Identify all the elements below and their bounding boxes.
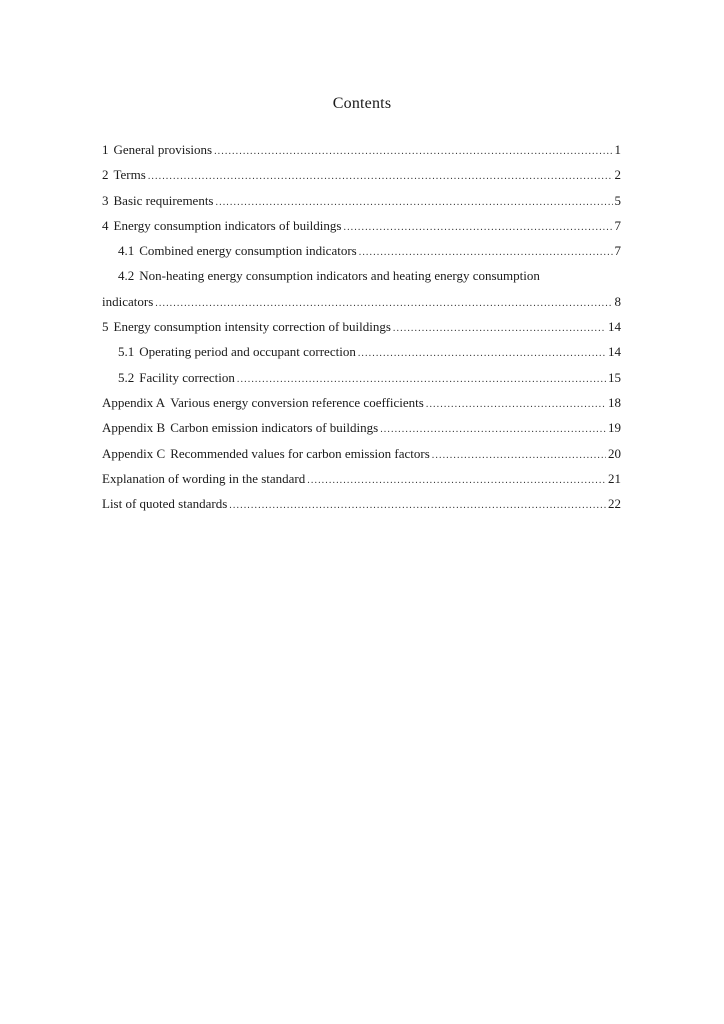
toc-entry-number: Appendix A <box>102 394 166 410</box>
toc-entry-title: Combined energy consumption indicators <box>139 243 357 259</box>
toc-entry[interactable] <box>102 441 621 466</box>
dot-leader <box>359 240 613 265</box>
dot-leader <box>393 316 606 341</box>
toc-entry-number: 3 <box>102 192 109 208</box>
toc-entry-page: 19 <box>608 420 621 436</box>
toc-entry-title: Operating period and occupant correction <box>139 344 356 360</box>
toc-entry[interactable] <box>102 390 621 415</box>
toc-entry-page: 7 <box>614 217 621 233</box>
toc-entry-continuation[interactable] <box>102 289 621 314</box>
toc-entry-page: 14 <box>608 319 621 335</box>
toc-entry-number: 5.2 <box>118 369 135 385</box>
toc-entry-title: Facility correction <box>139 369 235 385</box>
page-title: Contents <box>332 95 392 112</box>
dot-leader <box>358 341 606 366</box>
toc-entry-page: 1 <box>614 142 621 157</box>
dot-leader <box>148 164 613 189</box>
toc-entry-number: 4 <box>102 217 109 233</box>
toc-entry[interactable] <box>102 314 621 339</box>
toc-entry-number: 4.2 <box>118 268 135 284</box>
toc-entry-title: Energy consumption indicators of buildings <box>113 217 342 233</box>
toc-entry-title: Various energy conversion reference coefficients <box>170 394 424 410</box>
dot-leader <box>307 468 606 493</box>
toc-entry-number: 4.1 <box>118 243 135 259</box>
table-of-contents <box>102 137 621 516</box>
toc-entry-number: 5.1 <box>118 344 135 360</box>
toc-entry[interactable] <box>102 188 621 213</box>
toc-entry[interactable] <box>102 162 621 187</box>
dot-leader <box>214 139 612 164</box>
toc-entry[interactable] <box>102 339 621 364</box>
toc-entry[interactable] <box>102 491 621 516</box>
toc-entry[interactable] <box>102 415 621 440</box>
dot-leader <box>426 392 606 417</box>
dot-leader <box>216 190 613 215</box>
toc-entry-page: 5 <box>614 192 621 208</box>
toc-entry-title: Non-heating energy consumption indicators and heating energy consumption <box>139 268 540 284</box>
toc-entry-page: 21 <box>608 470 621 486</box>
dot-leader <box>432 443 606 468</box>
toc-entry-title: List of quoted standards <box>102 496 228 512</box>
toc-entry-title: Carbon emission indicators of buildings <box>170 420 379 436</box>
toc-entry-number: Appendix B <box>102 420 166 436</box>
toc-entry-title: Explanation of wording in the standard <box>102 470 306 486</box>
toc-entry-title: Energy consumption intensity correction of buildings <box>113 319 391 335</box>
toc-entry[interactable] <box>102 238 621 263</box>
toc-entry-page: 14 <box>608 344 621 360</box>
toc-entry-number: 5 <box>102 319 109 335</box>
toc-entry-number: 1 <box>102 142 109 157</box>
dot-leader <box>155 291 612 316</box>
toc-entry-title: Basic requirements <box>113 192 214 208</box>
toc-entry[interactable] <box>102 213 621 238</box>
toc-entry-title: General provisions <box>113 142 213 157</box>
dot-leader <box>343 215 612 240</box>
toc-entry[interactable] <box>102 263 621 288</box>
toc-entry[interactable] <box>102 466 621 491</box>
toc-entry[interactable] <box>102 137 621 162</box>
toc-entry-page: 20 <box>608 445 621 461</box>
toc-entry-page: 15 <box>608 369 621 385</box>
dot-leader <box>237 367 606 392</box>
dot-leader <box>229 493 606 518</box>
toc-entry-page: 18 <box>608 394 621 410</box>
toc-entry-page: 2 <box>614 167 621 183</box>
toc-entry-page: 8 <box>614 293 621 309</box>
toc-entry-page: 22 <box>608 496 621 512</box>
toc-entry-title-continued: indicators <box>102 293 154 309</box>
toc-entry-number: Appendix C <box>102 445 166 461</box>
toc-entry-page: 7 <box>614 243 621 259</box>
toc-entry-title: Terms <box>113 167 146 183</box>
toc-entry-title: Recommended values for carbon emission factors <box>170 445 430 461</box>
dot-leader <box>380 417 606 442</box>
toc-entry[interactable] <box>102 365 621 390</box>
toc-entry-number: 2 <box>102 167 109 183</box>
